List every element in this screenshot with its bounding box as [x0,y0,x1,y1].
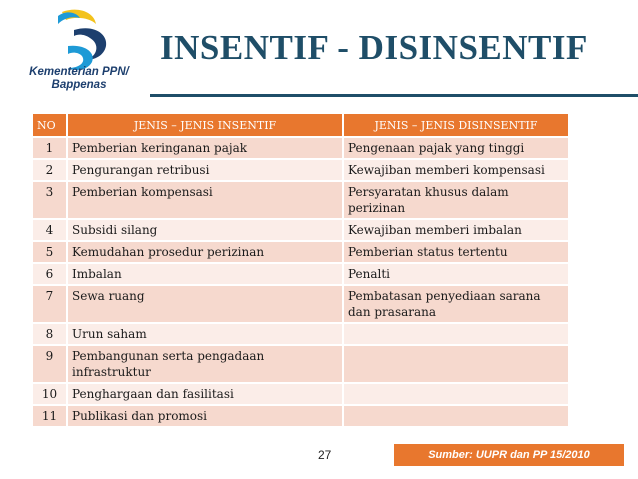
table-row [33,405,569,426]
row-number: 7 [33,285,67,323]
logo-line-1: Kementerian PPN/ [29,66,129,78]
row-number: 11 [33,405,67,426]
disinsentif-cell: Pembatasan penyediaan sarana dan prasarana [343,285,569,323]
table-header-row [33,114,569,137]
insentif-cell: Pemberian kompensasi [67,181,343,219]
insentif-cell: Publikasi dan promosi [67,405,343,426]
row-number: 2 [33,159,67,181]
row-number: 9 [33,345,67,383]
insentif-cell: Pemberian keringanan pajak [67,137,343,159]
insentif-cell: Pengurangan retribusi [67,159,343,181]
disinsentif-cell: Pengenaan pajak yang tinggi [343,137,569,159]
insentif-table [33,114,570,426]
header-disinsentif: JENIS – JENIS DISINSENTIF [343,114,569,137]
page-number: 27 [318,448,332,462]
row-number: 10 [33,383,67,405]
table-row [33,181,569,219]
disinsentif-cell [343,323,569,345]
row-number: 5 [33,241,67,263]
row-number: 3 [33,181,67,219]
insentif-cell: Subsidi silang [67,219,343,241]
disinsentif-cell: Kewajiban memberi kompensasi [343,159,569,181]
source-badge: Sumber: UUPR dan PP 15/2010 [394,444,624,466]
table-row [33,323,569,345]
table-row [33,263,569,285]
disinsentif-cell: Penalti [343,263,569,285]
insentif-cell: Kemudahan prosedur perizinan [67,241,343,263]
disinsentif-cell: Pemberian status tertentu [343,241,569,263]
row-number: 6 [33,263,67,285]
disinsentif-cell [343,383,569,405]
insentif-cell: Penghargaan dan fasilitasi [67,383,343,405]
page-title: INSENTIF - DISINSENTIF [160,28,588,67]
title-divider [150,94,638,97]
insentif-cell: Pembangunan serta pengadaan infrastruktur [67,345,343,383]
disinsentif-cell: Kewajiban memberi imbalan [343,219,569,241]
table-row [33,285,569,323]
insentif-cell: Urun saham [67,323,343,345]
table-row [33,219,569,241]
disinsentif-cell [343,345,569,383]
header-no: NO [33,114,67,137]
table-row [33,345,569,383]
row-number: 8 [33,323,67,345]
header-insentif: JENIS – JENIS INSENTIF [67,114,343,137]
row-number: 1 [33,137,67,159]
table-row [33,137,569,159]
row-number: 4 [33,219,67,241]
insentif-cell: Sewa ruang [67,285,343,323]
table-row [33,383,569,405]
table-row [33,241,569,263]
disinsentif-cell: Persyaratan khusus dalam perizinan [343,181,569,219]
table-row [33,159,569,181]
insentif-cell: Imbalan [67,263,343,285]
logo-line-2: Bappenas [51,79,107,91]
disinsentif-cell [343,405,569,426]
